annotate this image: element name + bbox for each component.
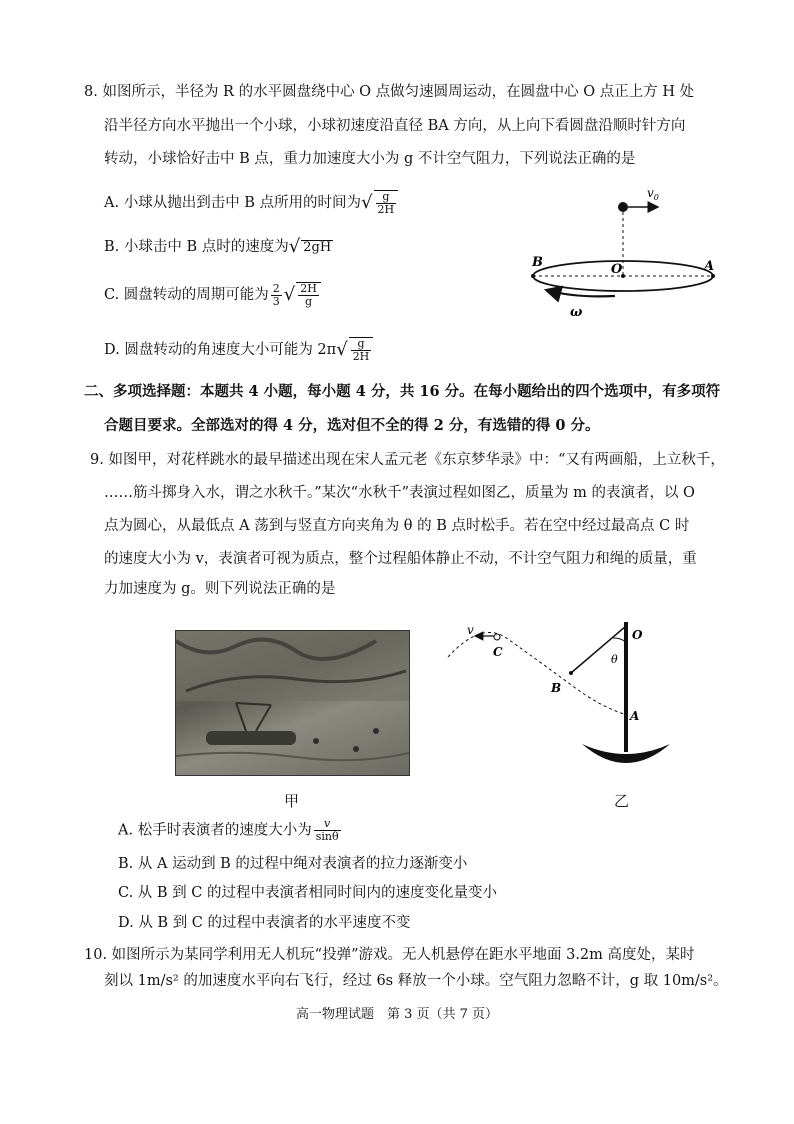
label-o: O: [611, 262, 623, 277]
sqrt-sign: √: [336, 339, 348, 360]
painting-photo: [175, 630, 410, 776]
section-2-line-1: 二、多项选择题：本题共 4 小题，每小题 4 分，共 16 分。在每小题给出的四个选项中，有多项符: [84, 383, 721, 400]
q9-line-4: 的速度大小为 v，表演者可视为质点，整个过程船体静止不动，不计空气阻力和绳的质量，重: [104, 551, 697, 567]
caption-jia: 甲: [284, 792, 300, 810]
rope: [571, 626, 626, 673]
sqrt-sign: √: [361, 192, 373, 213]
q9-option-a: A. 松手时表演者的速度大小为 $\frac{v}{\sin\theta}$: [118, 817, 339, 843]
q9-option-c: C. 从 B 到 C 的过程中表演者相同时间内的速度变化量变小: [118, 885, 497, 901]
q8-line-2: 沿半径方向水平抛出一个小球，小球初速度沿直径 BA 方向，从上向下看圆盘沿顺时针方向: [104, 118, 686, 134]
ball: [618, 202, 628, 212]
performer: [569, 671, 573, 675]
v0-label: $v_0$: [647, 186, 659, 202]
q8-line-3: 转动，小球恰好击中 B 点，重力加速度大小为 g 不计空气阻力，下列说法正确的是: [104, 151, 636, 167]
q10-line-2: 刻以 1m/s² 的加速度水平向右飞行，经过 6s 释放一个小球。空气阻力忽略不计，g 取 10m/s²。: [104, 973, 728, 989]
sqrt-sign: √: [288, 236, 301, 257]
trajectory: [448, 633, 627, 716]
label-v: v: [467, 623, 474, 637]
label-a: A: [630, 709, 640, 723]
q10-line-1: 10. 如图所示为某同学利用无人机玩“投弹”游戏。无人机悬停在距水平地面 3.2m 高度处，某时: [84, 947, 695, 963]
q9-option-d: D. 从 B 到 C 的过程中表演者的水平速度不变: [118, 915, 411, 931]
point-b: [531, 274, 535, 278]
q8-option-a: A. 小球从抛出到击中 B 点所用的时间为√ $\frac{g}{2H}$: [104, 190, 400, 216]
q9-line-3: 点为圆心，从最低点 A 荡到与竖直方向夹角为 θ 的 B 点时松手。若在空中经过最高点 C 时: [104, 518, 690, 534]
painting-sketch: [176, 631, 409, 775]
label-c: C: [493, 645, 503, 659]
label-b: B: [532, 255, 543, 270]
q8-line-1: 8. 如图所示，半径为 R 的水平圆盘绕中心 O 点做匀速圆周运动，在圆盘中心 O 点正上方 H 处: [84, 84, 695, 100]
q8-option-c: C. 圆盘转动的周期可能为 $\frac{2}{3}$ √ $\frac{2H}{g}$: [104, 282, 323, 308]
q9-option-b: B. 从 A 运动到 B 的过程中绳对表演者的拉力逐渐变小: [118, 856, 468, 872]
q9-line-1: 9. 如图甲，对花样跳水的最早描述出现在宋人孟元老《东京梦华录》中：“又有两画船，上立秋千，: [90, 452, 725, 468]
point-c: [494, 634, 500, 640]
q9-line-2: ……筋斗掷身入水，谓之水秋千。”某次“水秋千”表演过程如图乙，质量为 m 的表演者，以 O: [104, 485, 695, 501]
q8-disc-diagram: [520, 180, 730, 330]
label-b: B: [551, 681, 562, 695]
q8-option-d: D. 圆盘转动的角速度大小可能为 2π√ $\frac{g}{2H}$: [104, 337, 375, 363]
swing-diagram: [440, 612, 680, 787]
label-omega: ω: [570, 305, 583, 320]
section-2-line-2: 合题目要求。全部选对的得 4 分，选对但不全的得 2 分，有选错的得 0 分。: [104, 417, 600, 434]
label-a: A: [704, 259, 715, 274]
sqrt-sign: √: [283, 284, 296, 305]
label-theta: θ: [611, 653, 618, 666]
q8-option-b: B. 小球击中 B 点时的速度为√ 2gH: [104, 236, 332, 257]
point-a: [711, 274, 715, 278]
page-footer: 高一物理试题 第 3 页（共 7 页）: [295, 1007, 499, 1022]
q9-line-5: 力加速度为 g。则下列说法正确的是: [104, 581, 336, 597]
caption-yi: 乙: [614, 792, 630, 810]
label-o: O: [632, 628, 643, 642]
